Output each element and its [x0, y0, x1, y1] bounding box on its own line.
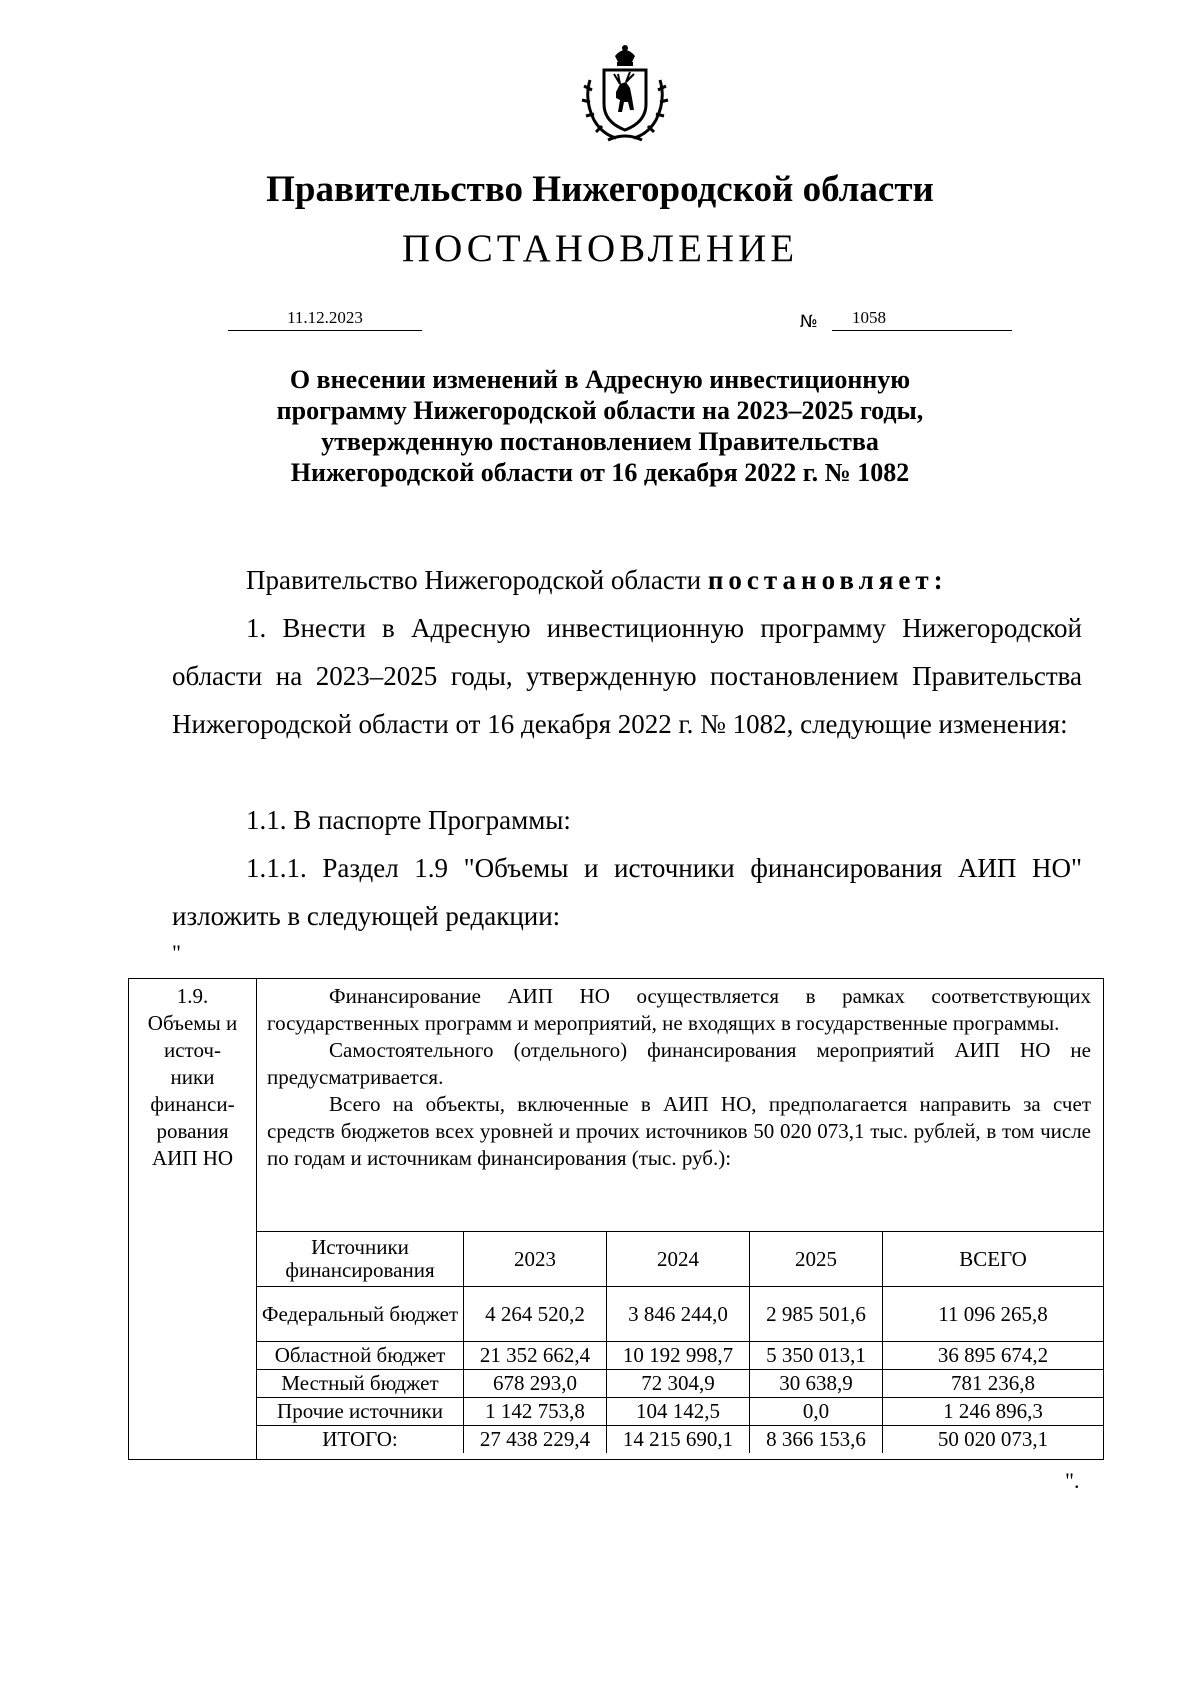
- section-label-cell: [129, 979, 257, 1459]
- section-label-line: финанси-: [150, 1092, 235, 1116]
- section-label-line: рования: [156, 1119, 229, 1143]
- table-cell: 27 438 229,4: [464, 1426, 607, 1454]
- table-cell: 1 246 896,3: [883, 1398, 1104, 1426]
- resolves-keyword: постановляет:: [707, 565, 948, 595]
- table-cell: 30 638,9: [750, 1370, 883, 1398]
- table-header-cell: 2023: [464, 1232, 607, 1287]
- table-total-row: [257, 1426, 1103, 1454]
- section-label-line: источ-: [164, 1038, 221, 1062]
- section-label-line: ники: [170, 1065, 215, 1089]
- subject-line: Нижегородской области от 16 декабря 2022 г. № 1082: [290, 458, 910, 487]
- table-cell: 72 304,9: [607, 1370, 750, 1398]
- subject-line: утвержденную постановлением Правительства: [321, 427, 879, 456]
- paragraph-1-1: 1.1. В паспорте Программы:: [246, 805, 571, 835]
- document-type: ПОСТАНОВЛЕНИЕ: [401, 227, 799, 270]
- table-header-cell: 2024: [607, 1232, 750, 1287]
- table-cell: 3 846 244,0: [607, 1287, 750, 1342]
- table-cell: 0,0: [750, 1398, 883, 1426]
- section-paragraph: Всего на объекты, включенные в АИП НО, предполагается направить за счет средств бюджетов всех уровней и прочих источников 50 020 073,1 тыс. рублей, в том числе по годам и источникам финансирования (тыс. руб.):: [267, 1092, 1091, 1170]
- resolves-lead: Правительство Нижегородской области: [246, 565, 702, 595]
- paragraph-1: 1. Внести в Адресную инвестиционную программу Нижегородской области на 2023–2025 годы, утвержденную постановлением Правительства Нижегородской области от 16 декабря 2022 г. № 1082, следующие изменения:: [172, 613, 1082, 739]
- table-cell: 14 215 690,1: [607, 1426, 750, 1454]
- table-row: [257, 1370, 1103, 1398]
- table-cell: 36 895 674,2: [883, 1342, 1104, 1370]
- coat-of-arms-emblem: [570, 40, 680, 150]
- number-label: №: [800, 312, 818, 332]
- section-label-line: АИП НО: [151, 1146, 234, 1170]
- table-cell: Прочие источники: [257, 1398, 464, 1426]
- table-cell: 8 366 153,6: [750, 1426, 883, 1454]
- table-cell: Местный бюджет: [257, 1370, 464, 1398]
- table-cell: 4 264 520,2: [464, 1287, 607, 1342]
- table-row: [257, 1342, 1103, 1370]
- table-cell: 21 352 662,4: [464, 1342, 607, 1370]
- table-header-cell: ВСЕГО: [883, 1232, 1104, 1287]
- table-header-cell: Источники финансирования: [257, 1232, 464, 1287]
- section-paragraph: Самостоятельного (отдельного) финансирования мероприятий АИП НО не предусматривается.: [267, 1038, 1091, 1089]
- section-paragraph: Финансирование АИП НО осуществляется в рамках соответствующих государственных программ и мероприятий, не входящих в государственные программы.: [267, 984, 1091, 1035]
- table-cell: Федеральный бюджет: [257, 1287, 464, 1342]
- section-label-line: Объемы и: [147, 1011, 238, 1035]
- table-cell: 10 192 998,7: [607, 1342, 750, 1370]
- table-cell: 104 142,5: [607, 1398, 750, 1426]
- table-cell: 781 236,8: [883, 1370, 1104, 1398]
- paragraph-1-1-1: 1.1.1. Раздел 1.9 "Объемы и источники финансирования АИП НО" изложить в следующей редакции:: [172, 853, 1082, 931]
- table-cell: 1 142 753,8: [464, 1398, 607, 1426]
- table-row: [257, 1398, 1103, 1426]
- document-subject: [240, 364, 960, 488]
- table-cell: Областной бюджет: [257, 1342, 464, 1370]
- table-cell: 678 293,0: [464, 1370, 607, 1398]
- table-cell: 2 985 501,6: [750, 1287, 883, 1342]
- table-cell: 50 020 073,1: [883, 1426, 1104, 1454]
- table-header-row: [257, 1232, 1103, 1287]
- subject-line: программу Нижегородской области на 2023–2025 годы,: [276, 396, 924, 425]
- section-text: [257, 979, 1103, 1172]
- closing-quote: ".: [1065, 1468, 1080, 1493]
- document-number-field: [832, 308, 1012, 331]
- paragraph-resolves: [172, 556, 1082, 604]
- subject-line: О внесении изменений в Адресную инвестиционную: [289, 365, 911, 394]
- government-title: Правительство Нижегородской области: [266, 169, 934, 210]
- table-cell: 5 350 013,1: [750, 1342, 883, 1370]
- section-content-cell: [257, 979, 1103, 1459]
- financing-table: [257, 1231, 1103, 1453]
- opening-quote: ": [172, 940, 181, 965]
- table-row: [257, 1287, 1103, 1342]
- document-date: 11.12.2023: [228, 308, 422, 331]
- section-label-line: 1.9.: [176, 984, 209, 1008]
- section-1-9-box: [128, 978, 1104, 1460]
- table-header-cell: 2025: [750, 1232, 883, 1287]
- table-cell: ИТОГО:: [257, 1426, 464, 1454]
- table-cell: 11 096 265,8: [883, 1287, 1104, 1342]
- document-number: 1058: [852, 308, 886, 327]
